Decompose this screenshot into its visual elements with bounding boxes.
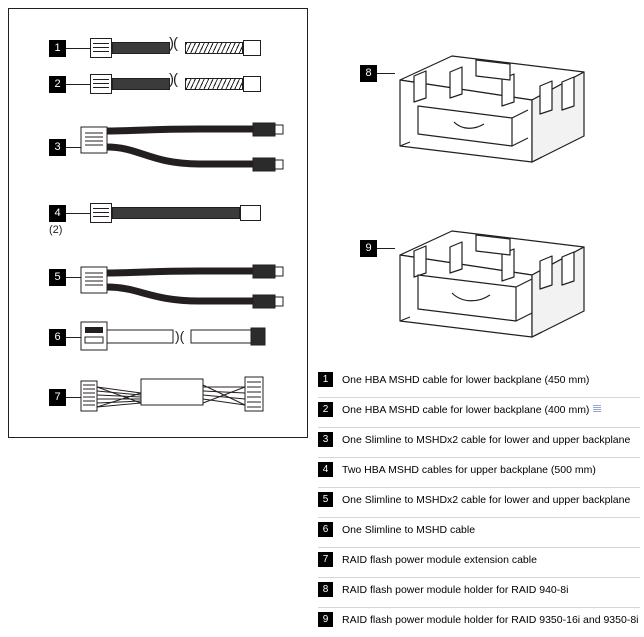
- cable-2-connector: [90, 74, 112, 94]
- cable-4-connector-fin: [93, 216, 109, 217]
- legend-item: [318, 577, 640, 607]
- cable-2-connector-fin: [93, 87, 109, 88]
- cable-2-sheath: [112, 78, 170, 90]
- cable-1-braid: [185, 42, 243, 54]
- cable-7-illustration: [79, 367, 299, 427]
- holder-8-illustration: [392, 50, 592, 165]
- cable-illustration-panel: [8, 8, 308, 438]
- cable-4-end-tip: [240, 205, 261, 221]
- cable-1-connector-fin: [93, 43, 109, 44]
- cable-badge-6: 6: [49, 329, 66, 346]
- legend-label-7: RAID flash power module extension cable: [342, 554, 537, 566]
- cable-4-connector-fin: [93, 208, 109, 209]
- cable-4-quantity: (2): [49, 224, 63, 236]
- legend-label-4: Two HBA MSHD cables for upper backplane (500 mm): [342, 464, 596, 476]
- svg-text:)(: )(: [175, 328, 185, 344]
- legend-badge-1: 1: [318, 372, 333, 387]
- legend-label-3: One Slimline to MSHDx2 cable for lower and upper backplane: [342, 434, 631, 446]
- legend-badge-7: 7: [318, 552, 333, 567]
- legend-label-1: One HBA MSHD cable for lower backplane (450 mm): [342, 374, 590, 386]
- cable-badge-4: 4: [49, 205, 66, 222]
- legend-item: [318, 397, 640, 427]
- legend-badge-9: 9: [318, 612, 333, 627]
- leader-line-4: [66, 213, 90, 214]
- cable-5-illustration: [79, 249, 299, 319]
- legend-label-2: One HBA MSHD cable for lower backplane (400 mm): [342, 404, 590, 416]
- legend-badge-2: 2: [318, 402, 333, 417]
- cable-4-connector-fin: [93, 212, 109, 213]
- legend-label-9: RAID flash power module holder for RAID 9350-16i and 9350-8i: [342, 614, 639, 626]
- cable-badge-5: 5: [49, 269, 66, 286]
- legend-badge-4: 4: [318, 462, 333, 477]
- cable-6-illustration: [79, 314, 299, 364]
- leader-line-1: [66, 48, 90, 49]
- legend-item: [318, 427, 640, 457]
- cable-badge-3: 3: [49, 139, 66, 156]
- cable-4-sheath: [112, 207, 240, 219]
- cable-2-break-symbol: )(: [169, 71, 177, 88]
- cable-badge-2: 2: [49, 76, 66, 93]
- holder-badge-9: 9: [360, 240, 377, 257]
- legend-item: [318, 457, 640, 487]
- legend-badge-8: 8: [318, 582, 333, 597]
- legend-label-8: RAID flash power module holder for RAID 940-8i: [342, 584, 569, 596]
- cable-1-connector-fin: [93, 51, 109, 52]
- legend-list: [318, 368, 640, 637]
- cable-2-connector-fin: [93, 83, 109, 84]
- holder-badge-8: 8: [360, 65, 377, 82]
- cable-2-braid: [185, 78, 243, 90]
- cable-2-end-tip: [243, 76, 261, 92]
- legend-badge-5: 5: [318, 492, 333, 507]
- legend-item: [318, 368, 640, 397]
- cable-1-connector: [90, 38, 112, 58]
- legend-item: [318, 547, 640, 577]
- cable-2-connector-fin: [93, 79, 109, 80]
- cable-1-break-symbol: )(: [169, 35, 177, 52]
- holder-9-illustration: [392, 225, 592, 340]
- cable-badge-7: 7: [49, 389, 66, 406]
- legend-label-6: One Slimline to MSHD cable: [342, 524, 476, 536]
- cable-1-connector-fin: [93, 47, 109, 48]
- annotation-mark-icon: [593, 404, 601, 412]
- legend-item: [318, 487, 640, 517]
- cable-3-illustration: [79, 114, 299, 184]
- leader-line-2: [66, 84, 90, 85]
- cable-1-end-tip: [243, 40, 261, 56]
- cable-badge-1: 1: [49, 40, 66, 57]
- legend-badge-3: 3: [318, 432, 333, 447]
- cable-1-sheath: [112, 42, 170, 54]
- holder-illustration-panel: [330, 50, 630, 350]
- legend-item: [318, 607, 640, 637]
- legend-badge-6: 6: [318, 522, 333, 537]
- cable-4-connector: [90, 203, 112, 223]
- legend-item: [318, 517, 640, 547]
- legend-label-5: One Slimline to MSHDx2 cable for lower and upper backplane: [342, 494, 631, 506]
